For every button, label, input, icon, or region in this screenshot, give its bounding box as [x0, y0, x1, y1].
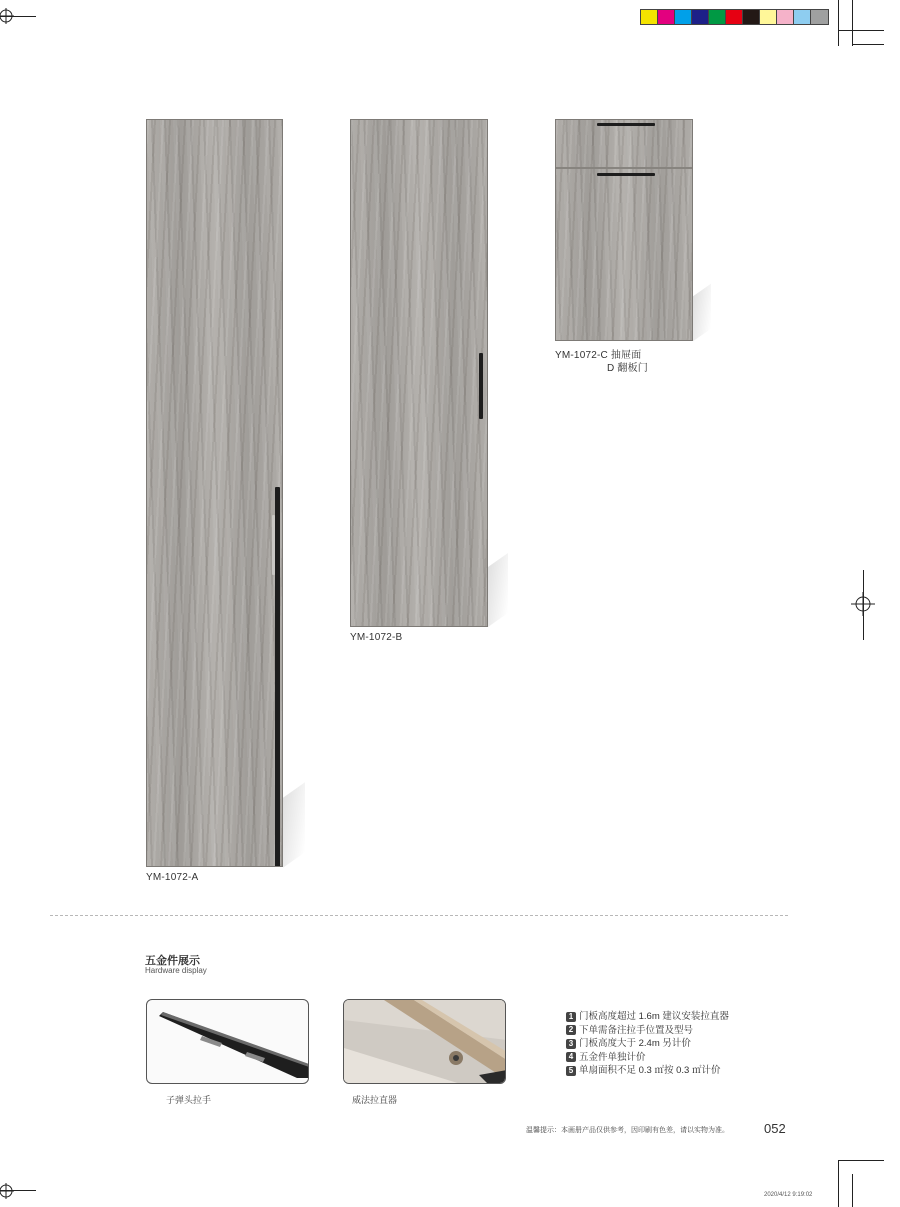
crop-mark — [838, 1160, 839, 1207]
note-text: 单扇面积不足 0.3 ㎡按 0.3 ㎡计价 — [579, 1065, 721, 1076]
print-timestamp: 2020/4/12 9:19:02 — [764, 1192, 813, 1198]
panel-b-caption: YM-1072-B — [350, 632, 403, 643]
note-number: 4 — [566, 1052, 576, 1062]
drawer-handle-top — [597, 123, 655, 126]
hardware-item-straightener-label: 威法拉直器 — [352, 1095, 398, 1105]
bar-handle — [479, 353, 483, 419]
panel-a-shadow — [283, 782, 305, 867]
color-swatch — [692, 10, 709, 24]
hardware-title: 五金件展示 — [145, 955, 200, 967]
color-bar — [640, 9, 829, 25]
panel-b-shadow — [488, 553, 508, 627]
note-item — [566, 1037, 729, 1051]
color-swatch — [641, 10, 658, 24]
color-swatch — [743, 10, 760, 24]
hardware-item-handle-label: 子弹头拉手 — [166, 1095, 212, 1105]
door-panel-a — [146, 119, 283, 867]
color-swatch — [675, 10, 692, 24]
color-swatch — [709, 10, 726, 24]
note-number: 1 — [566, 1012, 576, 1022]
crop-mark — [838, 30, 884, 31]
footer-disclaimer: 温馨提示：本画册产品仅供参考，因印刷有色差，请以实物为准。 — [526, 1127, 729, 1134]
panel-c-caption: YM-1072-C 抽屉面 — [555, 350, 642, 361]
note-text: 门板高度超过 1.6m 建议安装拉直器 — [579, 1011, 729, 1022]
panel-c-shadow — [693, 284, 711, 342]
crop-mark — [863, 570, 864, 640]
color-swatch — [777, 10, 794, 24]
door-panel-c — [555, 119, 693, 341]
door-panel-b — [350, 119, 488, 627]
note-number: 5 — [566, 1066, 576, 1076]
note-number: 2 — [566, 1025, 576, 1035]
straightener-icon — [344, 1000, 506, 1084]
crop-mark — [838, 1160, 884, 1161]
note-item — [566, 1051, 729, 1065]
color-swatch — [658, 10, 675, 24]
color-swatch — [811, 10, 828, 24]
note-item — [566, 1064, 729, 1078]
crop-mark — [852, 1174, 853, 1207]
color-swatch — [794, 10, 811, 24]
bullet-handle-icon — [147, 1000, 309, 1084]
crop-mark — [852, 44, 884, 45]
note-number: 3 — [566, 1039, 576, 1049]
crop-mark — [838, 0, 839, 46]
hardware-item-handle — [146, 999, 309, 1084]
crop-mark — [852, 0, 853, 46]
edge-handle — [275, 487, 280, 867]
notes-list — [566, 1010, 729, 1078]
note-item — [566, 1024, 729, 1038]
note-text: 门板高度大于 2.4m 另计价 — [579, 1038, 691, 1049]
note-item — [566, 1010, 729, 1024]
registration-mark-icon — [0, 1179, 24, 1203]
hardware-subtitle: Hardware display — [145, 966, 207, 975]
color-swatch — [726, 10, 743, 24]
note-text: 五金件单独计价 — [579, 1051, 646, 1063]
drawer-handle-bottom — [597, 173, 655, 176]
hardware-item-straightener — [343, 999, 506, 1084]
drawer-split — [556, 167, 692, 169]
registration-mark-icon — [0, 4, 24, 28]
panel-a-caption: YM-1072-A — [146, 872, 199, 883]
section-divider — [50, 915, 788, 916]
color-swatch — [760, 10, 777, 24]
panel-d-caption: D 翻板门 — [607, 363, 648, 374]
note-text: 下单需备注拉手位置及型号 — [579, 1024, 694, 1036]
page-number: 052 — [764, 1121, 786, 1136]
edge-handle-highlight — [272, 515, 275, 575]
